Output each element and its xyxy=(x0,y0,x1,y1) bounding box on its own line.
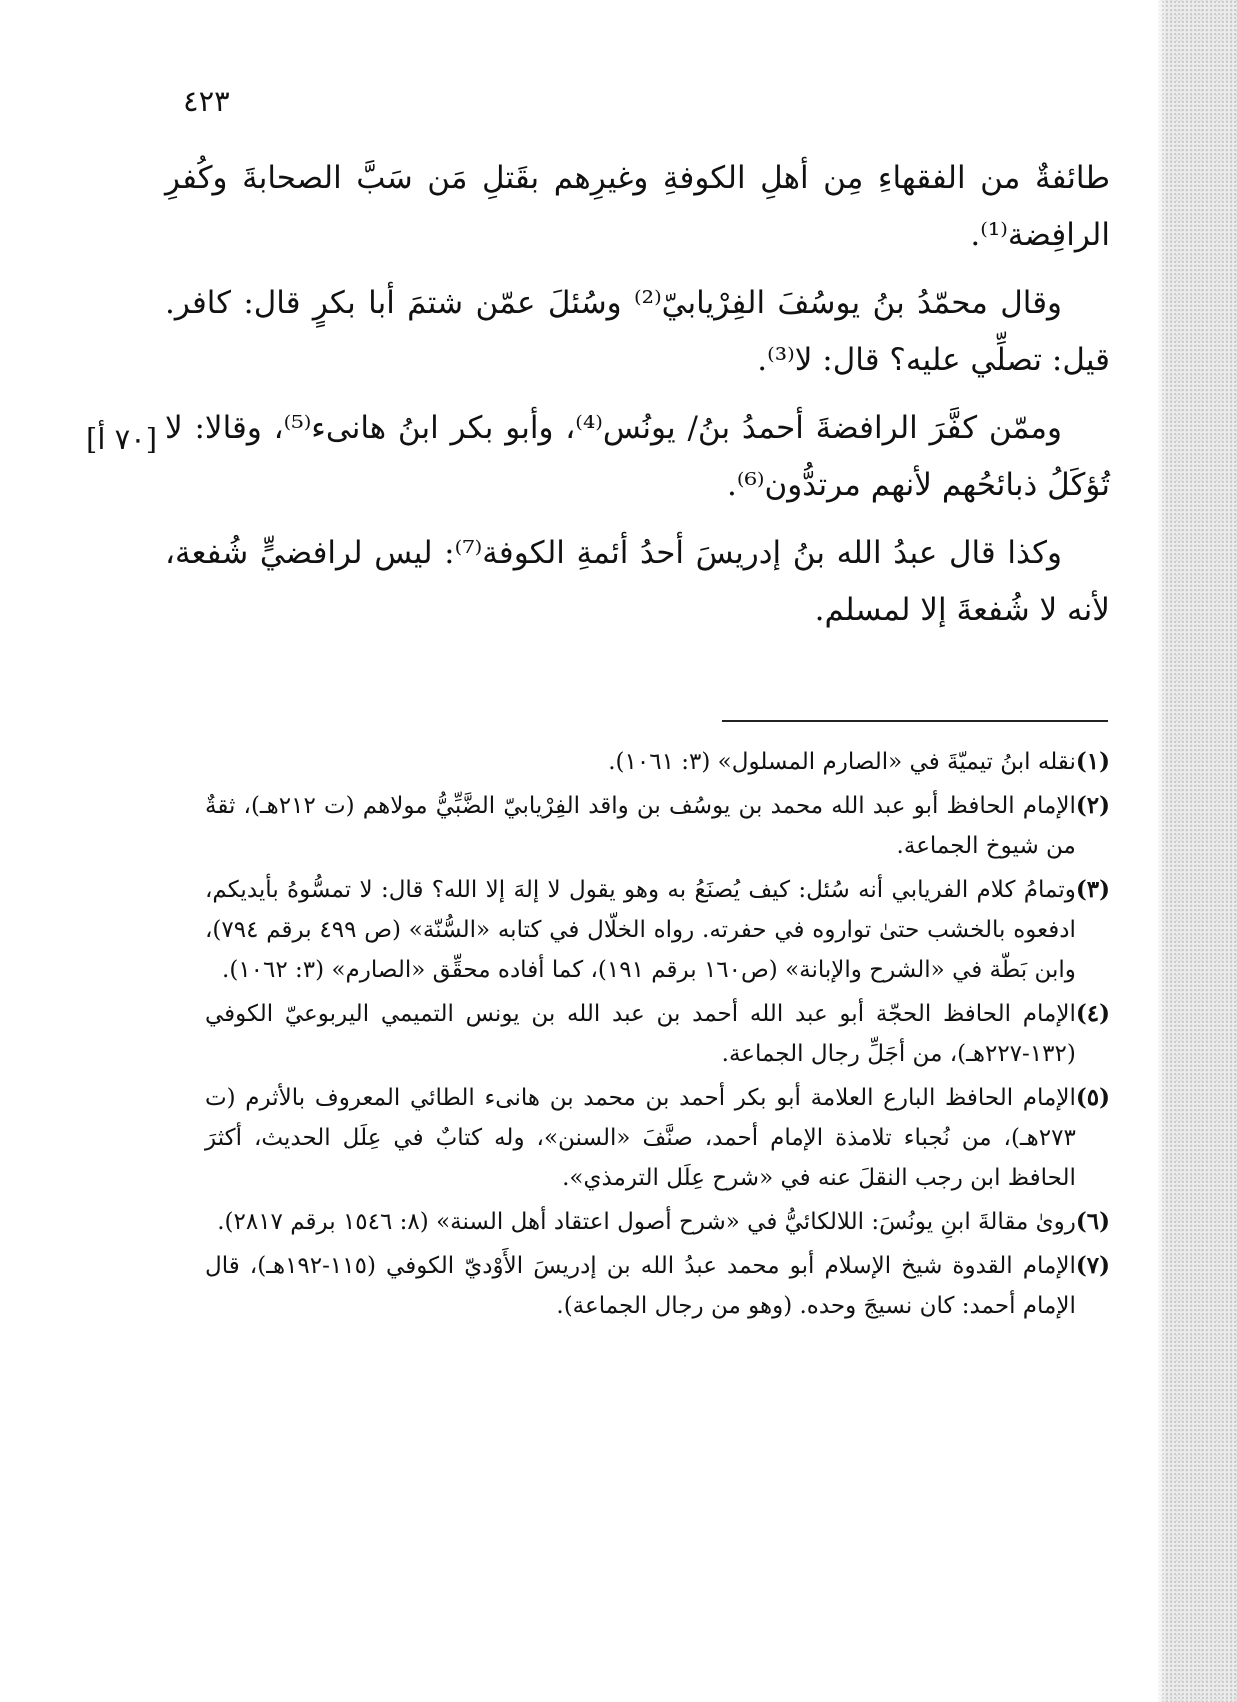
footnote-number: (٧) xyxy=(1075,1252,1110,1279)
footnote-text: الإمام الحافظ أبو عبد الله محمد بن يوسُف بن واقد الفِرْيابيّ الضَّبِّيُّ مولاهم (ت ٢١٢هـ)، ثقةٌ من شيوخ الجماعة. xyxy=(205,793,1076,859)
body-paragraph: طائفةٌ من الفقهاءِ مِن أهلِ الكوفةِ وغيرِهم بقَتلِ مَن سَبَّ الصحابةَ وكُفرِ الرافِضة⁽¹⁾. xyxy=(165,160,1110,253)
footnote-item xyxy=(205,742,1110,782)
footnote-item xyxy=(205,1246,1110,1326)
footnote-text: الإمام الحافظ الحجّة أبو عبد الله أحمد بن عبد الله بن يونس التميمي اليربوعيّ الكوفي (١٣٢-٢٢٧هـ)، من أجَلِّ رجال الجماعة. xyxy=(205,1001,1076,1067)
footnote-number: (٦) xyxy=(1075,1208,1110,1235)
footnote-text: نقله ابنُ تيميّةَ في «الصارم المسلول» (٣: ١٠٦١). xyxy=(608,749,1076,775)
footnote-number: (٥) xyxy=(1075,1084,1110,1111)
footnote-number: (٤) xyxy=(1075,1000,1110,1027)
scanned-page-edge xyxy=(1157,0,1237,1702)
body-text xyxy=(165,150,1110,650)
footnote-number: (١) xyxy=(1075,748,1110,775)
footnote-text: روىٰ مقالةَ ابنِ يونُسَ: اللالكائيُّ في «شرح أصول اعتقاد أهل السنة» (٨: ١٥٤٦ برقم ٢٨١٧). xyxy=(217,1209,1076,1235)
footnote-divider xyxy=(722,720,1108,722)
footnote-item xyxy=(205,786,1110,866)
footnote-number: (٢) xyxy=(1075,792,1110,819)
body-paragraph: وممّن كفَّرَ الرافضةَ أحمدُ بنُ/ يونُس⁽⁴⁾، وأبو بكر ابنُ هانىء⁽⁵⁾، وقالا: لا تُؤكَلُ ذبائحُهم لأنهم مرتدُّون⁽⁶⁾. xyxy=(165,410,1110,503)
footnote-number: (٣) xyxy=(1075,876,1110,903)
footnote-text: الإمام القدوة شيخ الإسلام أبو محمد عبدُ الله بن إدريسَ الأَوْديّ الكوفي (١١٥-١٩٢هـ)، قال الإمام أحمد: كان نسيجَ وحده. (وهو من رجال الجماعة). xyxy=(205,1253,1076,1319)
page-number: ٤٢٣ xyxy=(183,84,230,118)
footnotes xyxy=(205,742,1110,1330)
body-paragraph: وقال محمّدُ بنُ يوسُفَ الفِرْيابيّ⁽²⁾ وسُئلَ عمّن شتمَ أبا بكرٍ قال: كافر. قيل: تصلِّي عليه؟ قال: لا⁽³⁾. xyxy=(165,285,1110,378)
footnote-item xyxy=(205,1078,1110,1198)
footnote-item xyxy=(205,870,1110,990)
footnote-item xyxy=(205,1202,1110,1242)
footnote-item xyxy=(205,994,1110,1074)
footnote-text: الإمام الحافظ البارع العلامة أبو بكر أحمد بن محمد بن هانىء الطائي المعروف بالأثرم (ت ٢٧٣هـ)، من نُجباء تلامذة الإمام أحمد، صنَّفَ «السنن»، وله كتابٌ في عِلَل الحديث، أكثرَ الحافظ ابن رجب النقلَ عنه في «شرح عِلَل الترمذي». xyxy=(205,1085,1076,1191)
body-paragraph: وكذا قال عبدُ الله بنُ إدريسَ أحدُ أئمةِ الكوفة⁽⁷⁾: ليس لرافضيٍّ شُفعة، لأنه لا شُفعةَ إلا لمسلم. xyxy=(165,535,1110,628)
folio-marker: [٧٠ أ] xyxy=(86,422,158,456)
footnote-text: وتمامُ كلام الفريابي أنه سُئل: كيف يُصنَعُ به وهو يقول لا إلهَ إلا الله؟ قال: لا تمسُّوهُ بأيديكم، ادفعوه بالخشب حتىٰ تواروه في حفرته. رواه الخلّال في كتابه «السُّنّة» (ص ٤٩٩ برقم ٧٩٤)، وابن بَطّة في «الشرح والإبانة» (ص١٦٠ برقم ١٩١)، كما أفاده محقِّق «الصارم» (٣: ١٠٦٢). xyxy=(205,877,1076,983)
